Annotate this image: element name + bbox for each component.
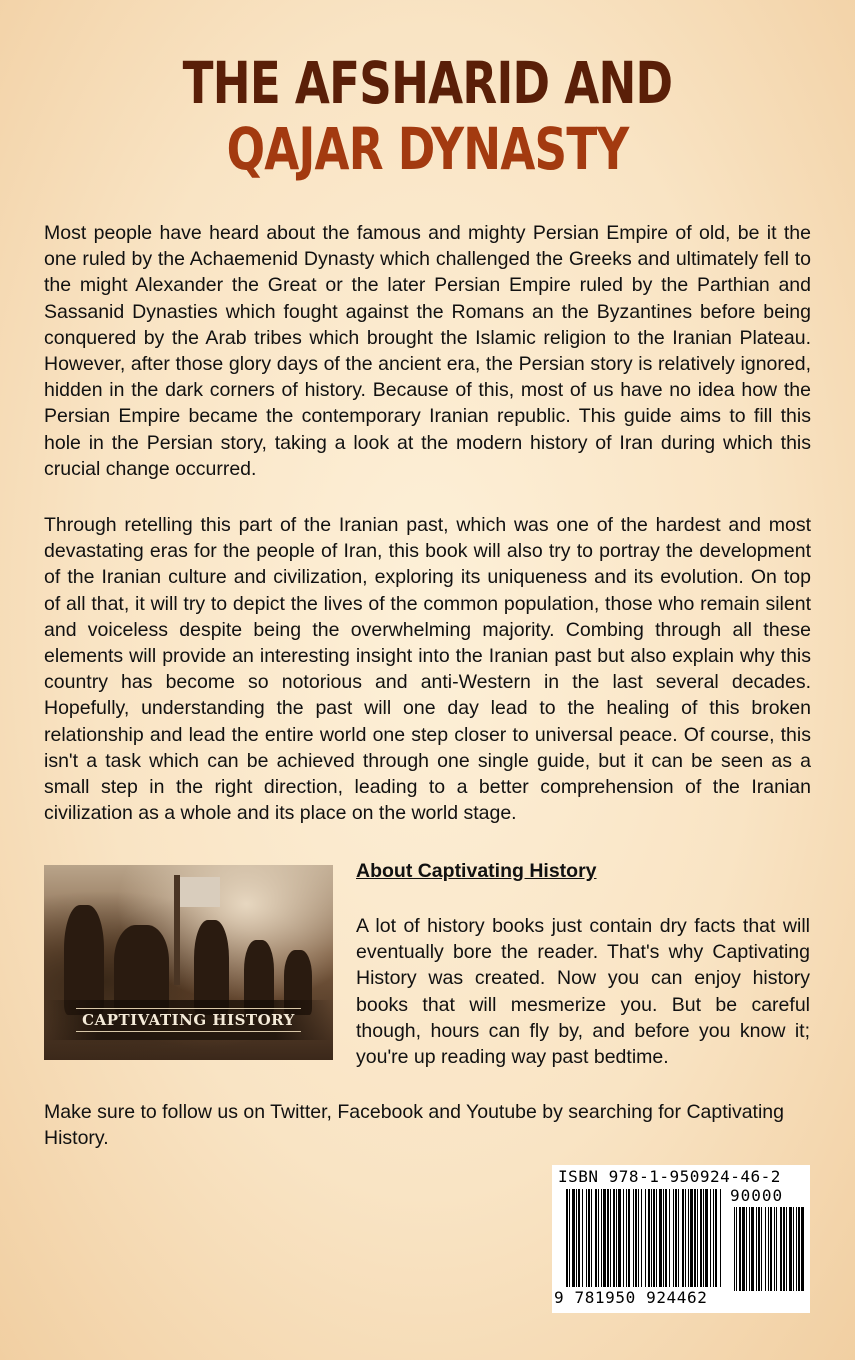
book-title-line-1: THE AFSHARID AND [182,49,673,117]
description-paragraph-2: Through retelling this part of the Iranian past, which was one of the hardest and most devastating eras for the people of Iran, this book will also try to portray the development of the Iranian culture and civilization, exploring its uniqueness and its evolution. On top of all that, it will try to depict the lives of the common population, those who remain silent and voiceless despite being the overwhelming majority. Combing through all these elements will provide an interesting insight into the Iranian past but also explain why this country has become so notorious and anti-Western in the last several decades. Hopefully, understanding the past will one day lead to the healing of this broken relationship and lead the entire world one step closer to universal peace. Of course, this isn't a task which can be achieved through one single guide, but it can be seen as a small step in the right direction, leading to a better comprehension of the Iranian civilization as a whole and its place on the world stage. [44,514,811,825]
isbn-label: ISBN 978-1-950924-46-2 [558,1167,781,1186]
price-addon-code: 90000 [730,1186,784,1205]
about-text: A lot of history books just contain dry facts that will eventually bore the reader. That's why Captivating History was created. Now you can enjoy history books that will mesmerize you. But be careful though, hours can fly by, and before you know it; you're up reading way past bedtime. [356,915,810,1069]
ean-digits: 9 781950 924462 [554,1288,708,1307]
about-heading: About Captivating History [356,860,597,882]
isbn-barcode [552,1165,810,1313]
description-paragraph-1: Most people have heard about the famous and mighty Persian Empire of old, be it the one ruled by the Achaemenid Dynasty which challenged the Greeks and ultimately fell to the might Alexander the Great or the later Persian Empire ruled by the Parthian and Sassanid Dynasties which fought against the Romans an the Byzantines before being conquered by the Arab tribes which brought the Islamic religion to the Iranian Plateau. However, after those glory days of the ancient era, the Persian story is relatively ignored, hidden in the dark corners of history. Because of this, most of us have no idea how the Persian Empire became the contemporary Iranian republic. This guide aims to fill this hole in the Persian story, taking a look at the modern history of Iran during which this crucial change occurred. [44,222,811,480]
publisher-logo-text: CAPTIVATING HISTORY [76,1008,301,1032]
publisher-logo [44,1000,333,1040]
book-title-line-2: QAJAR DYNASTY [226,115,629,183]
captivating-history-promo-image [44,865,333,1060]
follow-us-text: Make sure to follow us on Twitter, Facebook and Youtube by searching for Captivating History. [44,1101,785,1149]
